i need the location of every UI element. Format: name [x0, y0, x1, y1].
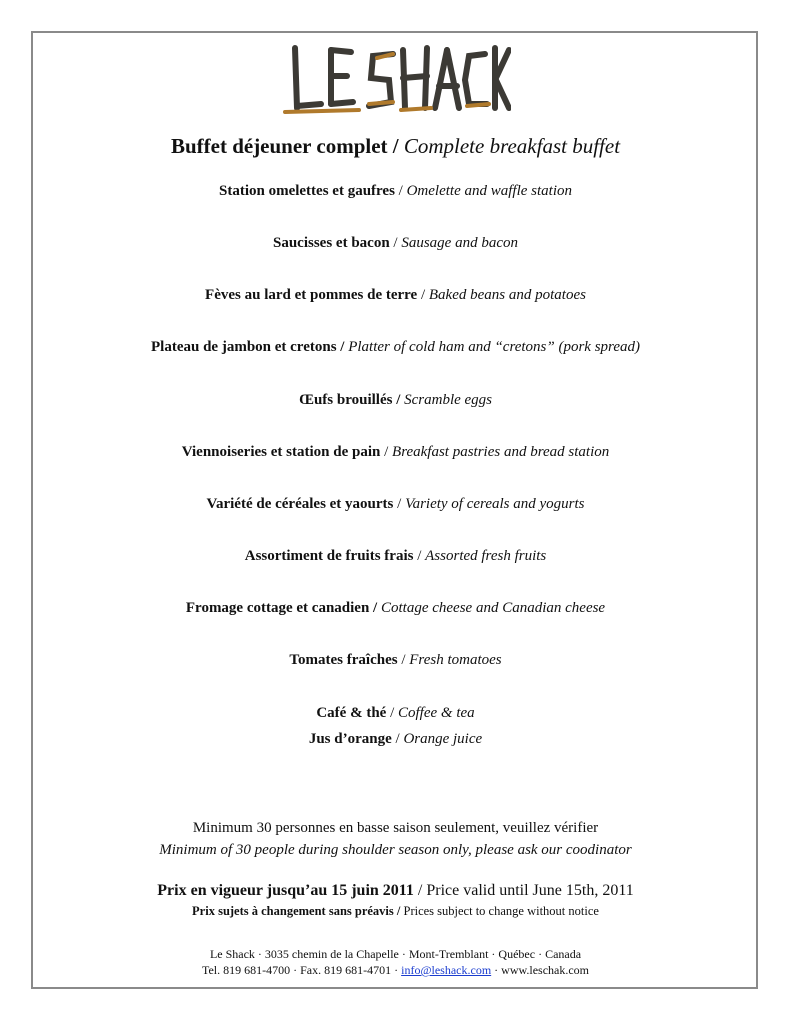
menu-item: [0, 444, 791, 461]
menu-item: [0, 600, 791, 617]
item-separator: /: [393, 496, 406, 512]
item-separator: /: [413, 548, 426, 564]
item-fr: Œufs brouillés /: [298, 392, 401, 408]
footer-website: · www.leschak.com: [491, 963, 590, 977]
menu-item: [0, 705, 791, 722]
item-separator: /: [389, 235, 402, 251]
item-fr: Tomates fraîches: [289, 652, 398, 668]
menu-item: [0, 235, 791, 252]
heading-fr: Buffet déjeuner complet: [170, 134, 388, 158]
item-separator: /: [391, 731, 404, 747]
minimum-note-en: Minimum of 30 people during shoulder season only, please ask our coodinator: [159, 842, 632, 858]
item-en: Baked beans and potatoes: [428, 287, 586, 303]
menu-item: [0, 287, 791, 304]
menu-heading: [0, 134, 791, 159]
footer-contact: [0, 963, 791, 978]
change-note: [0, 904, 791, 919]
change-note-fr: Prix sujets à changement sans préavis /: [192, 904, 401, 918]
item-fr: Station omelettes et gaufres: [218, 183, 395, 199]
item-fr: Variété de céréales et yaourts: [206, 496, 394, 512]
item-fr: Saucisses et bacon: [272, 235, 390, 251]
item-en: Breakfast pastries and bread station: [392, 444, 610, 460]
menu-item: [0, 339, 791, 356]
menu-item: [0, 496, 791, 513]
item-en: Orange juice: [403, 731, 483, 747]
menu-item: [0, 652, 791, 669]
menu-item: [0, 731, 791, 748]
item-separator: /: [380, 444, 393, 460]
item-en: Assorted fresh fruits: [425, 548, 547, 564]
item-fr: Fèves au lard et pommes de terre: [205, 287, 418, 303]
footer-phones: Tel. 819 681-4700 · Fax. 819 681-4701 ·: [201, 963, 402, 977]
minimum-note-fr: Minimum 30 personnes en basse saison seulement, veuillez vérifier: [192, 820, 599, 836]
menu-item: [0, 548, 791, 565]
item-en: Platter of cold ham and “cretons” (pork spread): [348, 339, 640, 355]
price-note: [0, 882, 791, 900]
item-separator: /: [386, 705, 398, 721]
price-note-fr: Prix en vigueur jusqu’au 15 juin 2011: [157, 882, 414, 899]
change-note-en: Prices subject to change without notice: [400, 904, 599, 918]
price-note-en: / Price valid until June 15th, 2011: [413, 882, 634, 899]
heading-separator: /: [387, 134, 404, 158]
item-en: Variety of cereals and yogurts: [405, 496, 585, 512]
item-en: Cottage cheese and Canadian cheese: [380, 600, 606, 616]
item-fr: Viennoiseries et station de pain: [181, 444, 381, 460]
item-fr: Plateau de jambon et cretons /: [151, 339, 345, 355]
item-en: Scramble eggs: [404, 392, 493, 408]
menu-item: [0, 392, 791, 409]
item-en: Fresh tomatoes: [409, 652, 502, 668]
footer-address: Le Shack · 3035 chemin de la Chapelle · Mont-Tremblant · Québec · Canada: [209, 947, 582, 961]
le-shack-logo: [0, 38, 791, 120]
item-fr: Café & thé: [316, 705, 387, 721]
item-separator: /: [397, 652, 410, 668]
item-fr: Assortiment de fruits frais: [244, 548, 414, 564]
item-fr: Fromage cottage et canadien /: [185, 600, 378, 616]
item-en: Omelette and waffle station: [406, 183, 572, 199]
menu-item: [0, 183, 791, 200]
heading-en: Complete breakfast buffet: [403, 134, 621, 158]
item-separator: /: [417, 287, 429, 303]
email-link[interactable]: info@leshack.com: [401, 963, 492, 977]
item-en: Sausage and bacon: [401, 235, 518, 251]
item-separator: /: [394, 183, 407, 199]
item-en: Coffee & tea: [398, 705, 475, 721]
svg-text:LE SHACK: LE SHACK: [393, 118, 398, 119]
item-fr: Jus d’orange: [308, 731, 392, 747]
